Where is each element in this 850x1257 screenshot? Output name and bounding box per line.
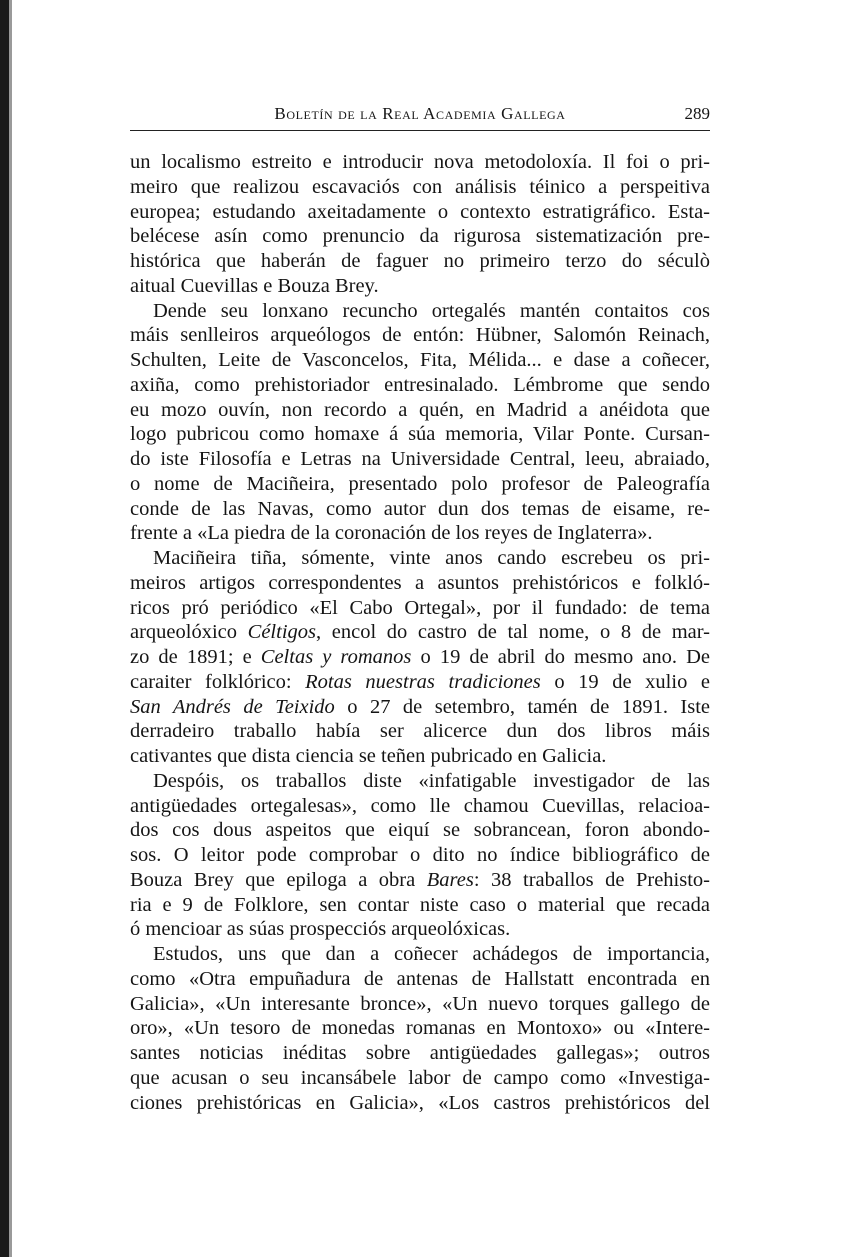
text-run: Galicia», «Un interesante bronce», «Un nuevo torques gallego de (130, 992, 710, 1015)
italic-title: Céltigos (247, 621, 316, 644)
text-run: eu mozo ouvín, non recordo a quén, en Madrid a anéidota que (130, 398, 710, 421)
text-line (130, 175, 710, 200)
text-run: ricos pró periódico «El Cabo Ortegal», por il fundado: de tema (130, 596, 710, 619)
text-run: caraiter folklórico: (130, 670, 306, 693)
text-run: axiña, como prehistoriador entresinalado. Lémbrome que sendo (130, 373, 710, 396)
text-line (130, 348, 710, 373)
text-run: un localismo estreito e introducir nova metodoloxía. Il foi o pri- (130, 151, 710, 173)
text-run: do iste Filosofía e Letras na Universidade Central, leeu, abraiado, (130, 448, 710, 470)
text-run: belécese asín como prenuncio da rigurosa sistematización pre- (130, 225, 710, 248)
text-run: Maciñeira tiña, sómente, vinte anos cando escrebeu os pri- (153, 547, 710, 569)
body-text (130, 150, 710, 1115)
text-run: logo pubricou como homaxe á súa memoria, Vilar Ponte. Cursan- (130, 423, 710, 446)
italic-title: Bares (426, 868, 474, 891)
text-run: frente a «La piedra de la coronación de los reyes de Inglaterra». (130, 522, 653, 545)
text-line (130, 224, 710, 249)
text-line (130, 620, 710, 645)
text-run: o 27 de setembro, tamén de 1891. Iste (334, 695, 710, 718)
scan-binding-edge (0, 0, 9, 1257)
text-run: máis senlleiros arqueólogos de entón: Hübner, Salomón Reinach, (130, 324, 710, 347)
scan-binding-shadow (9, 0, 12, 1257)
text-line (130, 497, 710, 522)
text-run: Dende seu lonxano recuncho ortegalés mantén contaitos cos (153, 299, 710, 322)
paragraph (130, 546, 710, 769)
header-rule (130, 130, 710, 131)
text-line (130, 521, 710, 546)
text-line (130, 769, 710, 794)
text-run: o 19 de abril do mesmo ano. De (411, 646, 710, 668)
text-run: meiro que realizou escavaciós con análisis téinico a perspeitiva (130, 175, 710, 198)
text-line (130, 670, 710, 695)
text-run: antigüedades ortegalesas», como lle chamou Cuevillas, relacioa- (130, 794, 710, 817)
text-line (130, 299, 710, 324)
text-line (130, 200, 710, 225)
text-line (130, 744, 710, 769)
paragraph (130, 769, 710, 942)
text-line (130, 1091, 710, 1116)
paragraph (130, 299, 710, 547)
text-line (130, 893, 710, 918)
text-run: Despóis, os traballos diste «infatigable investigador de las (153, 769, 710, 792)
text-run: conde de las Navas, como autor dun dos temas de eisame, re- (130, 497, 710, 520)
text-line (130, 967, 710, 992)
text-run: arqueolóxico (130, 621, 248, 644)
italic-title: San Andrés de Teixido (130, 695, 335, 718)
text-line (130, 992, 710, 1017)
text-line (130, 1066, 710, 1091)
text-run: aitual Cuevillas e Bouza Brey. (130, 274, 379, 297)
text-run: europea; estudando axeitadamente o contexto estratigráfico. Esta- (130, 200, 710, 223)
paragraph (130, 942, 710, 1115)
text-run: Schulten, Leite de Vasconcelos, Fita, Mélida... e dase a coñecer, (130, 349, 710, 371)
text-line (130, 323, 710, 348)
text-line (130, 942, 710, 967)
text-line (130, 818, 710, 843)
text-line (130, 398, 710, 423)
paragraph (130, 150, 710, 299)
text-run: oro», «Un tesoro de monedas romanas en Montoxo» ou «Intere- (130, 1017, 710, 1040)
text-line (130, 249, 710, 274)
text-line (130, 472, 710, 497)
text-line (130, 1041, 710, 1066)
text-line (130, 447, 710, 472)
text-run: dos cos dous aspeitos que eiquí se sobrancean, foron abondo- (130, 819, 710, 842)
text-run: como «Otra empuñadura de antenas de Hallstatt encontrada en (130, 967, 710, 990)
page-header (130, 100, 710, 130)
text-run: ria e 9 de Folklore, sen contar niste caso o material que recada (130, 893, 710, 916)
text-run: ó mencioar as súas prospecciós arqueolóxicas. (130, 918, 511, 941)
italic-title: Celtas y romanos (260, 646, 412, 668)
text-line (130, 571, 710, 596)
text-run: : 38 traballos de Prehisto- (473, 868, 710, 891)
text-line (130, 843, 710, 868)
text-line (130, 373, 710, 398)
text-line (130, 150, 710, 175)
text-line (130, 695, 710, 720)
text-run: histórica que haberán de faguer no primeiro terzo do séculò (130, 250, 710, 272)
text-run: sos. O leitor pode comprobar o dito no índice bibliográfico de (130, 844, 710, 866)
running-title: Boletín de la Real Academia Gallega (274, 104, 566, 123)
text-run: ciones prehistóricas en Galicia», «Los castros prehistóricos del (130, 1091, 710, 1114)
text-line (130, 868, 710, 893)
text-line (130, 917, 710, 942)
text-line (130, 546, 710, 571)
text-line (130, 794, 710, 819)
italic-title: Rotas nuestras tradiciones (305, 670, 541, 693)
text-line (130, 719, 710, 744)
text-line (130, 645, 710, 670)
text-run: santes noticias inéditas sobre antigüedades gallegas»; outros (130, 1042, 710, 1064)
text-run: derradeiro traballo había ser alicerce dun dos libros máis (130, 720, 710, 743)
text-run: meiros artigos correspondentes a asuntos prehistóricos e folkló- (130, 571, 710, 594)
text-run: o nome de Maciñeira, presentado polo profesor de Paleografía (130, 472, 710, 495)
page-number: 289 (684, 104, 710, 123)
text-line (130, 596, 710, 621)
text-line (130, 274, 710, 299)
text-line (130, 1016, 710, 1041)
text-line (130, 422, 710, 447)
text-run: zo de 1891; e (130, 646, 261, 668)
text-run: o 19 de xulio e (540, 670, 710, 693)
text-run: , encol do castro de tal nome, o 8 de mar- (316, 621, 710, 644)
text-run: que acusan o seu incansábele labor de campo como «Investiga- (130, 1066, 710, 1089)
text-run: Estudos, uns que dan a coñecer achádegos de importancia, (153, 943, 710, 965)
text-run: cativantes que dista ciencia se teñen pubricado en Galicia. (130, 745, 607, 767)
text-run: Bouza Brey que epiloga a obra (130, 868, 427, 891)
